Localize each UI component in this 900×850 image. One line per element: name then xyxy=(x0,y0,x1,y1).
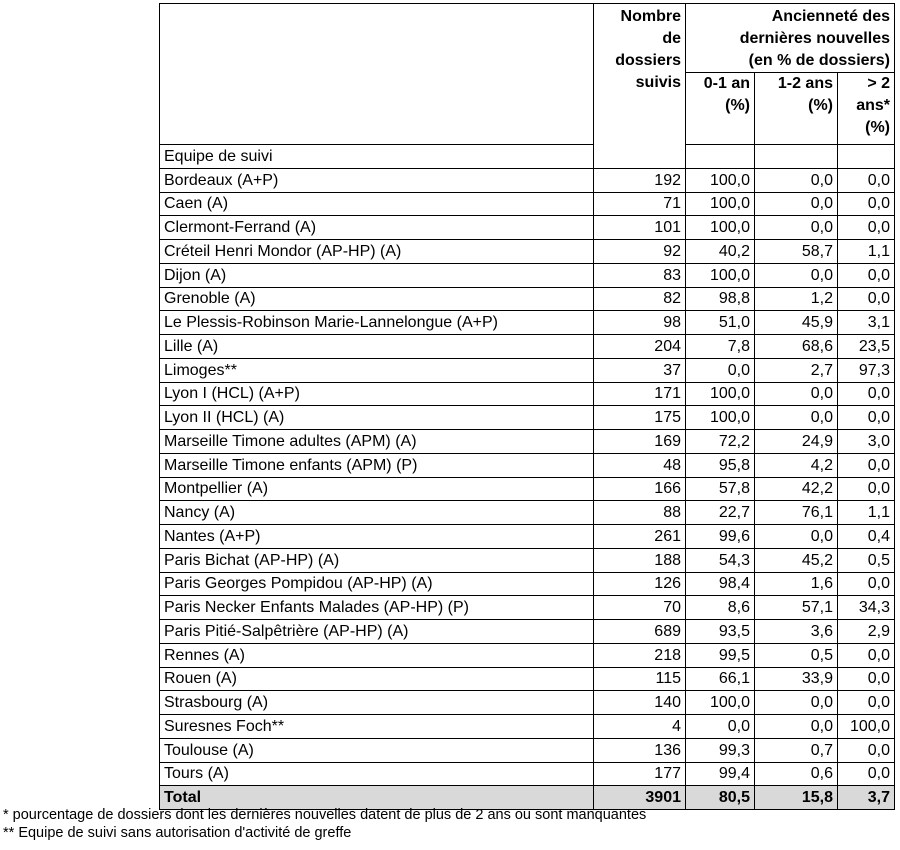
row-label: Lyon I (HCL) (A+P) xyxy=(160,382,594,406)
data-table xyxy=(159,3,895,810)
header-anciennete-line: Ancienneté des xyxy=(771,8,890,25)
row-pct-1-2: 0,0 xyxy=(755,406,838,430)
row-count: 48 xyxy=(594,453,686,477)
header-col-line: 0-1 an xyxy=(703,75,750,92)
table-row xyxy=(160,762,895,786)
row-pct-1-2: 0,0 xyxy=(755,216,838,240)
row-pct-gt2: 23,5 xyxy=(838,335,895,359)
row-label: Le Plessis-Robinson Marie-Lannelongue (A+P) xyxy=(160,311,594,335)
row-pct-0-1: 99,6 xyxy=(686,525,755,549)
row-label: Tours (A) xyxy=(160,762,594,786)
row-label: Marseille Timone enfants (APM) (P) xyxy=(160,453,594,477)
header-nombre-line: Nombre xyxy=(620,8,681,25)
row-pct-gt2: 0,0 xyxy=(838,572,895,596)
total-pct-gt2: 3,7 xyxy=(838,786,895,810)
row-count: 83 xyxy=(594,263,686,287)
row-count: 37 xyxy=(594,358,686,382)
table-row xyxy=(160,216,895,240)
table-row xyxy=(160,406,895,430)
row-pct-gt2: 0,0 xyxy=(838,643,895,667)
footnote-double-star: ** Equipe de suivi sans autorisation d'activité de greffe xyxy=(3,825,352,841)
row-pct-gt2: 3,1 xyxy=(838,311,895,335)
table-row xyxy=(160,311,895,335)
header-nombre-line: de xyxy=(662,30,681,47)
row-count: 169 xyxy=(594,430,686,454)
row-pct-gt2: 0,0 xyxy=(838,667,895,691)
row-pct-1-2: 0,0 xyxy=(755,691,838,715)
row-pct-gt2: 0,0 xyxy=(838,287,895,311)
row-count: 218 xyxy=(594,643,686,667)
table-row xyxy=(160,287,895,311)
table-row xyxy=(160,620,895,644)
row-count: 101 xyxy=(594,216,686,240)
row-label: Toulouse (A) xyxy=(160,738,594,762)
row-pct-gt2: 0,0 xyxy=(838,263,895,287)
row-count: 92 xyxy=(594,240,686,264)
header-col-0-1 xyxy=(686,73,755,144)
row-label: Grenoble (A) xyxy=(160,287,594,311)
row-label: Suresnes Foch** xyxy=(160,715,594,739)
row-pct-1-2: 0,7 xyxy=(755,738,838,762)
row-label: Clermont-Ferrand (A) xyxy=(160,216,594,240)
table-row xyxy=(160,477,895,501)
row-pct-0-1: 99,4 xyxy=(686,762,755,786)
row-pct-0-1: 7,8 xyxy=(686,335,755,359)
row-pct-gt2: 3,0 xyxy=(838,430,895,454)
row-pct-gt2: 0,4 xyxy=(838,525,895,549)
row-pct-0-1: 100,0 xyxy=(686,263,755,287)
total-label: Total xyxy=(160,786,594,810)
row-pct-1-2: 2,7 xyxy=(755,358,838,382)
row-pct-1-2: 58,7 xyxy=(755,240,838,264)
header-anciennete-block xyxy=(686,4,895,145)
row-label: Marseille Timone adultes (APM) (A) xyxy=(160,430,594,454)
row-pct-gt2: 0,0 xyxy=(838,453,895,477)
row-pct-gt2: 2,9 xyxy=(838,620,895,644)
row-label: Lille (A) xyxy=(160,335,594,359)
header-anciennete-line: (en % de dossiers) xyxy=(748,52,890,69)
header-nombre-line: dossiers xyxy=(615,52,681,69)
row-label: Dijon (A) xyxy=(160,263,594,287)
row-pct-0-1: 100,0 xyxy=(686,216,755,240)
row-pct-0-1: 95,8 xyxy=(686,453,755,477)
row-count: 4 xyxy=(594,715,686,739)
row-count: 115 xyxy=(594,667,686,691)
row-pct-0-1: 100,0 xyxy=(686,691,755,715)
row-count: 88 xyxy=(594,501,686,525)
table-row xyxy=(160,453,895,477)
row-label: Créteil Henri Mondor (AP-HP) (A) xyxy=(160,240,594,264)
row-pct-1-2: 76,1 xyxy=(755,501,838,525)
row-pct-0-1: 100,0 xyxy=(686,406,755,430)
row-pct-0-1: 0,0 xyxy=(686,358,755,382)
total-pct-1-2: 15,8 xyxy=(755,786,838,810)
row-pct-0-1: 98,4 xyxy=(686,572,755,596)
row-pct-1-2: 68,6 xyxy=(755,335,838,359)
row-pct-0-1: 8,6 xyxy=(686,596,755,620)
row-label: Montpellier (A) xyxy=(160,477,594,501)
table-row xyxy=(160,168,895,192)
table-row xyxy=(160,263,895,287)
header-col-line: ans* xyxy=(856,97,890,114)
table-row xyxy=(160,335,895,359)
row-pct-gt2: 0,0 xyxy=(838,762,895,786)
row-label: Lyon II (HCL) (A) xyxy=(160,406,594,430)
row-pct-1-2: 24,9 xyxy=(755,430,838,454)
row-count: 261 xyxy=(594,525,686,549)
row-pct-0-1: 98,8 xyxy=(686,287,755,311)
row-label: Limoges** xyxy=(160,358,594,382)
row-label: Rouen (A) xyxy=(160,667,594,691)
header-anciennete-line: dernières nouvelles xyxy=(739,30,890,47)
row-pct-1-2: 0,5 xyxy=(755,643,838,667)
row-pct-1-2: 1,6 xyxy=(755,572,838,596)
row-count: 177 xyxy=(594,762,686,786)
group-label: Equipe de suivi xyxy=(160,145,594,169)
row-label: Bordeaux (A+P) xyxy=(160,168,594,192)
header-col-line: 1-2 ans xyxy=(777,75,833,92)
table-row xyxy=(160,715,895,739)
row-label: Strasbourg (A) xyxy=(160,691,594,715)
row-pct-0-1: 0,0 xyxy=(686,715,755,739)
row-count: 175 xyxy=(594,406,686,430)
row-label: Paris Georges Pompidou (AP-HP) (A) xyxy=(160,572,594,596)
table-row xyxy=(160,525,895,549)
row-pct-0-1: 40,2 xyxy=(686,240,755,264)
row-pct-0-1: 57,8 xyxy=(686,477,755,501)
header-col-gt2 xyxy=(838,73,894,144)
header-col-1-2 xyxy=(755,73,838,144)
row-pct-0-1: 100,0 xyxy=(686,168,755,192)
row-count: 71 xyxy=(594,192,686,216)
header-empty-cell xyxy=(160,4,594,145)
empty-cell xyxy=(838,145,895,169)
table-row xyxy=(160,192,895,216)
row-pct-1-2: 57,1 xyxy=(755,596,838,620)
row-count: 171 xyxy=(594,382,686,406)
row-pct-1-2: 4,2 xyxy=(755,453,838,477)
row-pct-1-2: 0,0 xyxy=(755,525,838,549)
table-row xyxy=(160,548,895,572)
row-pct-1-2: 0,0 xyxy=(755,192,838,216)
row-count: 70 xyxy=(594,596,686,620)
row-pct-0-1: 100,0 xyxy=(686,382,755,406)
row-count: 126 xyxy=(594,572,686,596)
table-row xyxy=(160,430,895,454)
header-col-line: (%) xyxy=(725,97,750,114)
row-count: 192 xyxy=(594,168,686,192)
row-pct-1-2: 0,0 xyxy=(755,168,838,192)
header-col-line: > 2 xyxy=(867,75,890,92)
row-label: Paris Bichat (AP-HP) (A) xyxy=(160,548,594,572)
row-pct-1-2: 0,0 xyxy=(755,263,838,287)
row-count: 98 xyxy=(594,311,686,335)
row-pct-gt2: 100,0 xyxy=(838,715,895,739)
footnote-star: * pourcentage de dossiers dont les dernières nouvelles datent de plus de 2 ans ou sont manquantes xyxy=(3,807,647,823)
row-pct-0-1: 51,0 xyxy=(686,311,755,335)
row-pct-1-2: 45,9 xyxy=(755,311,838,335)
header-row xyxy=(160,4,895,145)
table-row xyxy=(160,240,895,264)
table-row xyxy=(160,382,895,406)
row-count: 689 xyxy=(594,620,686,644)
row-pct-gt2: 1,1 xyxy=(838,501,895,525)
footnotes xyxy=(3,806,646,842)
row-pct-1-2: 42,2 xyxy=(755,477,838,501)
table-row xyxy=(160,667,895,691)
header-col-line: (%) xyxy=(808,97,833,114)
row-pct-gt2: 34,3 xyxy=(838,596,895,620)
row-pct-0-1: 93,5 xyxy=(686,620,755,644)
table-row xyxy=(160,691,895,715)
row-pct-gt2: 0,0 xyxy=(838,192,895,216)
row-pct-0-1: 100,0 xyxy=(686,192,755,216)
row-pct-1-2: 45,2 xyxy=(755,548,838,572)
row-pct-1-2: 3,6 xyxy=(755,620,838,644)
table-row xyxy=(160,572,895,596)
row-pct-0-1: 72,2 xyxy=(686,430,755,454)
row-pct-1-2: 0,0 xyxy=(755,382,838,406)
row-label: Paris Necker Enfants Malades (AP-HP) (P) xyxy=(160,596,594,620)
row-pct-gt2: 0,0 xyxy=(838,477,895,501)
row-label: Paris Pitié-Salpêtrière (AP-HP) (A) xyxy=(160,620,594,644)
table-row xyxy=(160,358,895,382)
total-count: 3901 xyxy=(594,786,686,810)
row-label: Nancy (A) xyxy=(160,501,594,525)
row-pct-gt2: 0,0 xyxy=(838,406,895,430)
row-pct-0-1: 22,7 xyxy=(686,501,755,525)
row-pct-gt2: 0,0 xyxy=(838,738,895,762)
row-count: 140 xyxy=(594,691,686,715)
row-pct-gt2: 0,0 xyxy=(838,691,895,715)
row-pct-0-1: 66,1 xyxy=(686,667,755,691)
row-count: 166 xyxy=(594,477,686,501)
row-pct-gt2: 1,1 xyxy=(838,240,895,264)
row-pct-1-2: 0,0 xyxy=(755,715,838,739)
row-pct-0-1: 99,5 xyxy=(686,643,755,667)
table-row xyxy=(160,643,895,667)
empty-cell xyxy=(686,145,755,169)
row-pct-gt2: 97,3 xyxy=(838,358,895,382)
row-count: 82 xyxy=(594,287,686,311)
row-count: 136 xyxy=(594,738,686,762)
row-pct-0-1: 54,3 xyxy=(686,548,755,572)
row-count: 188 xyxy=(594,548,686,572)
row-label: Rennes (A) xyxy=(160,643,594,667)
row-pct-gt2: 0,0 xyxy=(838,216,895,240)
row-pct-gt2: 0,0 xyxy=(838,382,895,406)
row-label: Caen (A) xyxy=(160,192,594,216)
row-pct-0-1: 99,3 xyxy=(686,738,755,762)
empty-cell xyxy=(755,145,838,169)
header-nombre xyxy=(594,4,686,169)
row-pct-1-2: 1,2 xyxy=(755,287,838,311)
header-col-line: (%) xyxy=(865,119,890,136)
row-pct-gt2: 0,5 xyxy=(838,548,895,572)
header-nombre-line: suivis xyxy=(635,74,681,91)
row-count: 204 xyxy=(594,335,686,359)
table-row xyxy=(160,738,895,762)
row-pct-1-2: 0,6 xyxy=(755,762,838,786)
row-pct-1-2: 33,9 xyxy=(755,667,838,691)
table-row xyxy=(160,501,895,525)
table-row xyxy=(160,596,895,620)
row-pct-gt2: 0,0 xyxy=(838,168,895,192)
total-pct-0-1: 80,5 xyxy=(686,786,755,810)
group-label-row xyxy=(160,145,895,169)
row-label: Nantes (A+P) xyxy=(160,525,594,549)
